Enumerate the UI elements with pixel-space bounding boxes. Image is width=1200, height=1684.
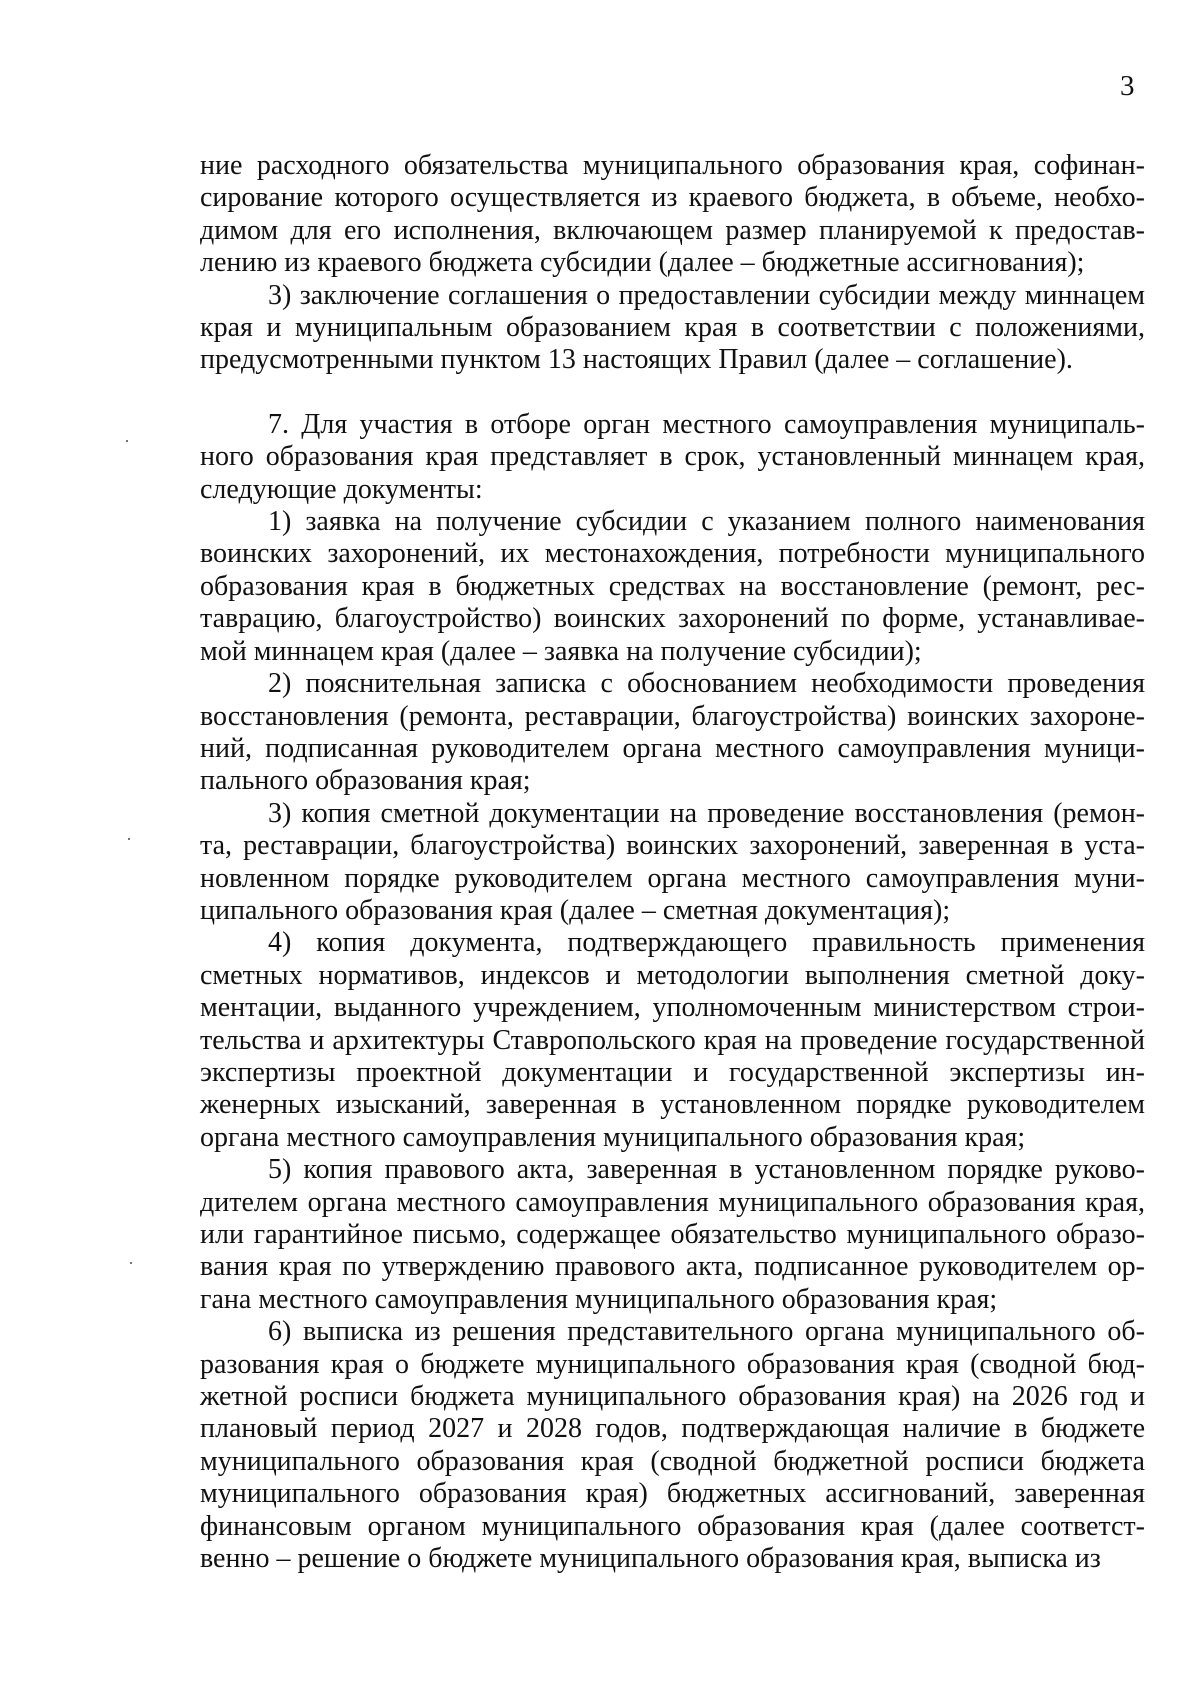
paragraph-item-6-budget-extract: 6) выписка из решения представительного органа муниципального образования края о бюджете муниципального образования края (сводной бюджетной росписи бюджета муниципального образования края) на 2026 год и плановый период 2027 и 2028 годов, подтверждающая наличие в бюджете муниципального образования края (сводной бюджетной росписи бюджета муниципального образования края) бюджетных ассигнований, заверенная финансовым органом муниципального образования края (далее соответственно – решение о бюджете муниципального образования края, выписка из: [200, 1316, 1145, 1575]
page-number: 3: [1120, 70, 1135, 102]
paragraph-section-7: 7. Для участия в отборе орган местного самоуправления муниципального образования края представляет в срок, установленный миннацем края, следующие документы:: [200, 408, 1145, 505]
paragraph-item-3-estimate-copy: 3) копия сметной документации на проведение восстановления (ремонта, реставрации, благоустройства) воинских захоронений, заверенная в установленном порядке руководителем органа местного самоуправления муниципального образования края (далее – сметная документация);: [200, 797, 1145, 926]
scan-speck: [126, 440, 128, 442]
paragraph-continuation: ние расходного обязательства муниципального образования края, софинансирование которого осуществляется из краевого бюджета, в объеме, необходимом для его исполнения, включающем размер планируемой к предоставлению из краевого бюджета субсидии (далее – бюджетные ассигнования);: [200, 150, 1145, 279]
scan-speck: [128, 838, 130, 840]
paragraph-item-1-application: 1) заявка на получение субсидии с указанием полного наименования воинских захоронений, их местонахождения, потребности муниципального образования края в бюджетных средствах на восстановление (ремонт, реставрацию, благоустройство) воинских захоронений по форме, устанавливаемой миннацем края (далее – заявка на получение субсидии);: [200, 506, 1145, 667]
document-body: [200, 150, 1145, 1575]
paragraph-item-5-legal-act-copy: 5) копия правового акта, заверенная в установленном порядке руководителем органа местного самоуправления муниципального образования края, или гарантийное письмо, содержащее обязательство муниципального образования края по утверждению правового акта, подписанное руководителем органа местного самоуправления муниципального образования края;: [200, 1154, 1145, 1315]
paragraph-item-4-document-copy: 4) копия документа, подтверждающего правильность применения сметных нормативов, индексов и методологии выполнения сметной документации, выданного учреждением, уполномоченным министерством строительства и архитектуры Ставропольского края на проведение государственной экспертизы проектной документации и государственной экспертизы инженерных изысканий, заверенная в установленном порядке руководителем органа местного самоуправления муниципального образования края;: [200, 927, 1145, 1153]
paragraph-item-2-explanatory-note: 2) пояснительная записка с обоснованием необходимости проведения восстановления (ремонта, реставрации, благоустройства) воинских захоронений, подписанная руководителем органа местного самоуправления муниципального образования края;: [200, 668, 1145, 797]
scan-speck: [130, 1262, 132, 1264]
paragraph-item-3-agreement: 3) заключение соглашения о предоставлении субсидии между миннацем края и муниципальным образованием края в соответствии с положениями, предусмотренными пунктом 13 настоящих Правил (далее – соглашение).: [200, 279, 1145, 376]
